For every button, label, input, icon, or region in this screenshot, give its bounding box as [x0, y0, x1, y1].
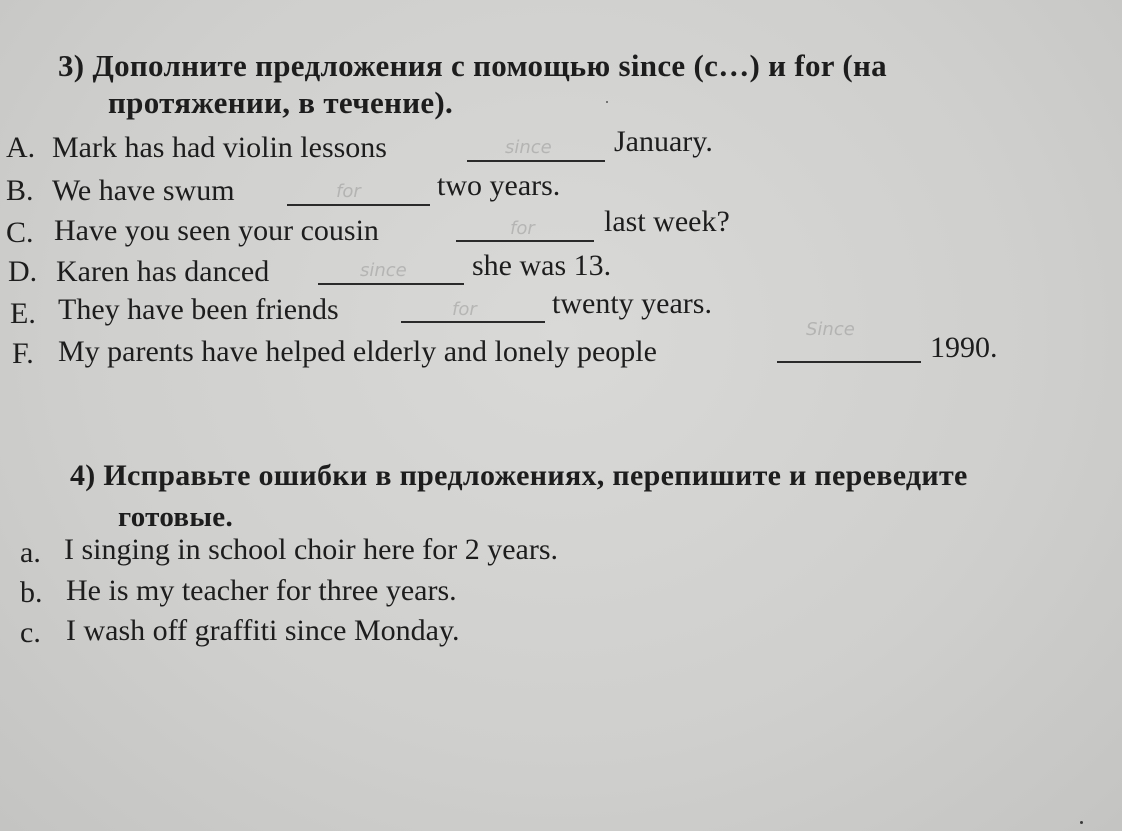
answer-blank[interactable]: [777, 361, 921, 363]
pencil-mark: since: [360, 260, 407, 281]
sentence-text: He is my teacher for three years.: [66, 574, 457, 607]
sentence-end: twenty years.: [552, 287, 712, 320]
item-label: a.: [20, 536, 41, 569]
sentence-end: 1990.: [930, 331, 998, 364]
item-label: c.: [20, 616, 41, 649]
pencil-mark: since: [505, 137, 552, 158]
sentence-start: Karen has danced: [56, 255, 270, 288]
sentence-end: she was 13.: [472, 249, 612, 282]
pencil-mark: for: [510, 218, 535, 239]
pencil-mark: Since: [806, 319, 855, 340]
sentence-start: Have you seen your cousin: [54, 214, 379, 247]
answer-blank[interactable]: [287, 204, 430, 206]
answer-blank[interactable]: [456, 240, 594, 242]
correction-item-c: [0, 616, 1122, 656]
task4-title-line1: 4) Исправьте ошибки в предложениях, перепишите и переведите: [70, 459, 968, 492]
item-label: B.: [6, 174, 34, 207]
sentence-end: last week?: [604, 205, 730, 238]
sentence-text: I singing in school choir here for 2 years.: [64, 533, 559, 566]
correction-item-b: [0, 576, 1122, 616]
sentence-end: January.: [614, 125, 713, 158]
sentence-start: Mark has had violin lessons: [52, 131, 387, 164]
paper-speck: [1080, 821, 1083, 824]
sentence-start: They have been friends: [58, 293, 339, 326]
task3-title-line2: протяжении, в течение).: [108, 85, 454, 120]
exercise-item-b: [0, 169, 1122, 214]
item-label: D.: [8, 255, 38, 288]
sentence-start: We have swum: [52, 174, 235, 207]
paper-speck: [606, 101, 608, 103]
sentence-text: I wash off graffiti since Monday.: [66, 614, 460, 647]
item-label: F.: [12, 337, 34, 370]
item-label: A.: [6, 131, 36, 164]
task4-title-line2: готовые.: [118, 501, 234, 533]
pencil-mark: for: [452, 299, 477, 320]
sentence-start: My parents have helped elderly and lonely people: [58, 335, 657, 368]
item-label: C.: [6, 216, 34, 249]
item-label: b.: [20, 576, 43, 609]
answer-blank[interactable]: [401, 321, 545, 323]
pencil-mark: for: [336, 181, 361, 202]
answer-blank[interactable]: [467, 160, 605, 162]
exercise-item-a: [0, 125, 1122, 171]
task3-title-line1: 3) Дополните предложения с помощью since (с…) и for (на: [58, 48, 887, 83]
sentence-end: two years.: [437, 169, 561, 202]
item-label: E.: [10, 297, 36, 330]
exercise-item-f: [0, 319, 1122, 379]
correction-item-a: [0, 535, 1122, 575]
answer-blank[interactable]: [318, 283, 464, 285]
